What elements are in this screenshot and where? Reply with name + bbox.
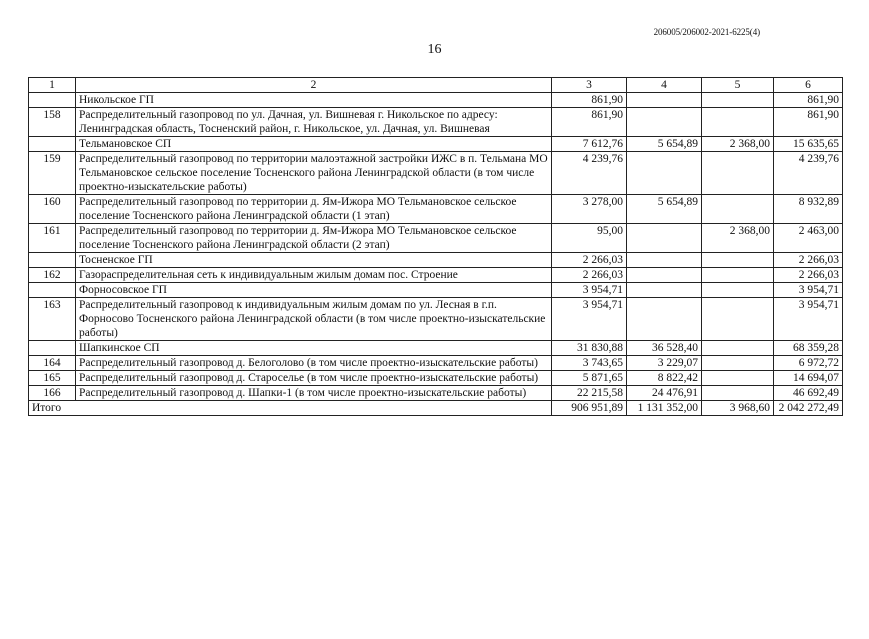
amount-col-6: 2 463,00	[774, 224, 843, 253]
amount-col-3: 22 215,58	[552, 386, 627, 401]
table-row	[29, 268, 843, 283]
column-header-2: 2	[76, 78, 552, 93]
amount-col-4: 24 476,91	[627, 386, 702, 401]
table-body	[29, 78, 843, 416]
amount-col-3: 2 266,03	[552, 253, 627, 268]
table-row	[29, 195, 843, 224]
row-number: 162	[29, 268, 76, 283]
total-row	[29, 401, 843, 416]
amount-col-3: 4 239,76	[552, 152, 627, 195]
object-name: Распределительный газопровод д. Шапки-1 (в том числе проектно-изыскательские работы)	[76, 386, 552, 401]
amount-col-4: 3 229,07	[627, 356, 702, 371]
amount-col-3: 3 954,71	[552, 298, 627, 341]
row-number	[29, 137, 76, 152]
object-name: Тельмановское СП	[76, 137, 552, 152]
object-name: Форносовское ГП	[76, 283, 552, 298]
amount-col-3: 31 830,88	[552, 341, 627, 356]
table-row	[29, 371, 843, 386]
amount-col-5	[702, 268, 774, 283]
amount-col-5	[702, 195, 774, 224]
amount-col-3: 861,90	[552, 93, 627, 108]
amount-col-4: 5 654,89	[627, 137, 702, 152]
row-number	[29, 93, 76, 108]
amount-col-5	[702, 371, 774, 386]
object-name: Тосненское ГП	[76, 253, 552, 268]
amount-col-4	[627, 93, 702, 108]
total-label: Итого	[29, 401, 552, 416]
object-name: Распределительный газопровод по территории д. Ям-Ижора МО Тельмановское сельское поселение Тосненского района Ленинградской области (1 этап)	[76, 195, 552, 224]
amount-col-6: 861,90	[774, 108, 843, 137]
amount-col-4	[627, 298, 702, 341]
column-header-3: 3	[552, 78, 627, 93]
object-name: Распределительный газопровод д. Белоголово (в том числе проектно-изыскательские работы)	[76, 356, 552, 371]
table-row	[29, 356, 843, 371]
row-number: 159	[29, 152, 76, 195]
amount-col-6: 4 239,76	[774, 152, 843, 195]
column-header-5: 5	[702, 78, 774, 93]
row-number	[29, 341, 76, 356]
amount-col-6: 8 932,89	[774, 195, 843, 224]
amount-col-3: 3 743,65	[552, 356, 627, 371]
amount-col-5	[702, 356, 774, 371]
header-row	[29, 78, 843, 93]
amount-col-4	[627, 268, 702, 283]
subtotal-row	[29, 93, 843, 108]
amount-col-6: 15 635,65	[774, 137, 843, 152]
table-row	[29, 152, 843, 195]
row-number	[29, 283, 76, 298]
amount-col-5	[702, 152, 774, 195]
amount-col-3: 7 612,76	[552, 137, 627, 152]
row-number: 163	[29, 298, 76, 341]
amount-col-5	[702, 93, 774, 108]
amount-col-6: 68 359,28	[774, 341, 843, 356]
subtotal-row	[29, 137, 843, 152]
table-row	[29, 298, 843, 341]
amount-col-4	[627, 283, 702, 298]
amount-col-5: 2 368,00	[702, 137, 774, 152]
amount-col-6: 3 954,71	[774, 283, 843, 298]
document-code: 206005/206002-2021-6225(4)	[653, 27, 760, 37]
column-header-6: 6	[774, 78, 843, 93]
amount-col-5	[702, 341, 774, 356]
row-number: 165	[29, 371, 76, 386]
object-name: Распределительный газопровод к индивидуальным жилым домам по ул. Лесная в г.п. Форносово Тосненского района Ленинградской области (в том числе проектно-изыскательские работы)	[76, 298, 552, 341]
amount-col-4	[627, 224, 702, 253]
amount-col-5	[702, 298, 774, 341]
amount-col-6: 2 266,03	[774, 268, 843, 283]
amount-col-6: 46 692,49	[774, 386, 843, 401]
amount-col-6: 861,90	[774, 93, 843, 108]
total-col-3: 906 951,89	[552, 401, 627, 416]
amount-col-5	[702, 283, 774, 298]
object-name: Никольское ГП	[76, 93, 552, 108]
object-name: Распределительный газопровод д. Староселье (в том числе проектно-изыскательские работы)	[76, 371, 552, 386]
object-name: Распределительный газопровод по ул. Дачная, ул. Вишневая г. Никольское по адресу: Ленинградская область, Тосненский район, г. Никольское, ул. Дачная, ул. Вишневая	[76, 108, 552, 137]
object-name: Газораспределительная сеть к индивидуальным жилым домам пос. Строение	[76, 268, 552, 283]
amount-col-4: 5 654,89	[627, 195, 702, 224]
amount-col-5	[702, 108, 774, 137]
table-row	[29, 108, 843, 137]
amount-col-3: 2 266,03	[552, 268, 627, 283]
column-header-1: 1	[29, 78, 76, 93]
amount-col-5	[702, 253, 774, 268]
subtotal-row	[29, 283, 843, 298]
amount-col-3: 95,00	[552, 224, 627, 253]
amount-col-3: 3 278,00	[552, 195, 627, 224]
column-header-4: 4	[627, 78, 702, 93]
row-number: 161	[29, 224, 76, 253]
total-col-6: 2 042 272,49	[774, 401, 843, 416]
object-name: Распределительный газопровод по территории малоэтажной застройки ИЖС в п. Тельмана МО Тельмановское сельское поселение Тосненского района Ленинградской области (в том числе проектно-изыскательские работы)	[76, 152, 552, 195]
table-row	[29, 224, 843, 253]
amount-col-4	[627, 152, 702, 195]
row-number: 166	[29, 386, 76, 401]
total-col-5: 3 968,60	[702, 401, 774, 416]
table-row	[29, 386, 843, 401]
row-number	[29, 253, 76, 268]
amount-col-5: 2 368,00	[702, 224, 774, 253]
amount-col-5	[702, 386, 774, 401]
amount-col-3: 861,90	[552, 108, 627, 137]
row-number: 160	[29, 195, 76, 224]
amount-col-6: 2 266,03	[774, 253, 843, 268]
amount-col-4: 36 528,40	[627, 341, 702, 356]
amount-col-6: 6 972,72	[774, 356, 843, 371]
budget-table	[28, 77, 843, 416]
subtotal-row	[29, 341, 843, 356]
row-number: 164	[29, 356, 76, 371]
amount-col-4	[627, 253, 702, 268]
object-name: Шапкинское СП	[76, 341, 552, 356]
amount-col-6: 14 694,07	[774, 371, 843, 386]
amount-col-4: 8 822,42	[627, 371, 702, 386]
amount-col-3: 3 954,71	[552, 283, 627, 298]
amount-col-3: 5 871,65	[552, 371, 627, 386]
amount-col-4	[627, 108, 702, 137]
object-name: Распределительный газопровод по территории д. Ям-Ижора МО Тельмановское сельское поселение Тосненского района Ленинградской области (2 этап)	[76, 224, 552, 253]
total-col-4: 1 131 352,00	[627, 401, 702, 416]
amount-col-6: 3 954,71	[774, 298, 843, 341]
page-number: 16	[427, 42, 442, 57]
subtotal-row	[29, 253, 843, 268]
row-number: 158	[29, 108, 76, 137]
